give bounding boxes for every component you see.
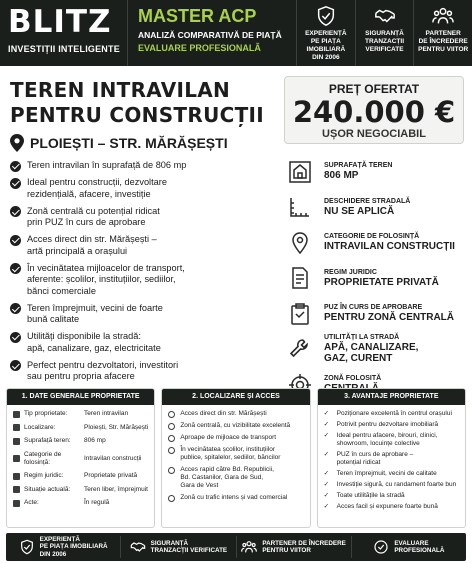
- bullet-item: În vecinătatea mijloacelor de transport, aferente: școlilor, instituțiilor, sediilor, bănci comerciale: [10, 263, 280, 298]
- feature-bullets: [10, 160, 280, 388]
- footer-bar: [6, 533, 466, 561]
- acp-subtitle-2: EVALUARE PROFESIONALĂ: [138, 43, 261, 53]
- check-circle-icon: [10, 178, 21, 189]
- check-circle-icon: [373, 539, 389, 555]
- check-circle-icon: [10, 360, 21, 371]
- bullet-item: Teren împrejmuit, vecini de foarte bună calitate: [10, 303, 280, 326]
- list-item: Zonă cu trafic intens și vad comercial: [168, 494, 303, 502]
- location-icon: [168, 423, 175, 430]
- people-icon: [432, 5, 454, 27]
- brand-logo: BLITZ: [8, 4, 112, 40]
- ruler-icon: [288, 195, 312, 219]
- check-circle-icon: [10, 332, 21, 343]
- price-note: UȘOR NEGOCIABIL: [322, 128, 426, 140]
- handshake-icon: [374, 5, 396, 27]
- price-box: [284, 76, 464, 144]
- bullet-item: Acces direct din str. Mărășești – artă principală a orașului: [10, 234, 280, 257]
- bullet-item: Ideal pentru construcții, dezvoltare rezidențială, afacere, investiție: [10, 177, 280, 200]
- header-feature-text: EXPERIENȚĂ PE PIAȚA IMOBILIARĂ DIN 2006: [305, 30, 347, 61]
- people-icon: [241, 539, 257, 555]
- list-item: ✓ Poziționare excelentă în centrul orașului: [323, 410, 452, 417]
- map-pin-icon: [13, 424, 20, 431]
- shield-check-icon: [19, 539, 35, 555]
- acp-subtitle: ANALIZĂ COMPARATIVĂ DE PIAȚĂ: [138, 30, 282, 40]
- footer-item-partner: PARTENER DE ÎNCREDERE PENTRU VIITOR: [236, 536, 351, 558]
- clipboard-icon: [288, 302, 312, 326]
- footer-item-evaluation: EVALUARE PROFESIONALĂ: [351, 536, 466, 558]
- header-feature-text: SIGURANȚĂ TRANZACȚII VERIFICATE: [365, 30, 404, 53]
- document-icon: [13, 473, 20, 480]
- panel-title: 3. AVANTAJE PROPRIETATE: [318, 389, 465, 405]
- list-item: Acces direct din str. Mărășești: [168, 410, 303, 418]
- category-icon: [13, 455, 20, 462]
- detail-panels: [6, 388, 466, 528]
- check-circle-icon: [10, 263, 21, 274]
- list-item: În vecinătatea școlilor, instituțiilor publice, spitalelor, sediilor, băncilor: [168, 446, 303, 462]
- bus-icon: [168, 435, 175, 442]
- list-item: ✓ Acces facil și expunere foarte bună: [323, 503, 438, 510]
- footer-item-experience: EXPERIENȚĂ PE PIAȚA IMOBILIARĂ DIN 2006: [6, 536, 120, 558]
- header-feature-partner: [413, 0, 472, 66]
- spec-item-frontage: DESCHIDERE STRADALĂ NU SE APLICĂ: [288, 190, 468, 226]
- map-pin-icon: [10, 134, 24, 152]
- bullet-item: Zonă centrală cu potențial ridicat prin PUZ în curs de aprobare: [10, 206, 280, 229]
- spec-item-category: CATEGORIE DE FOLOSINȚĂ INTRAVILAN CONSTRUCȚII: [288, 225, 468, 261]
- spec-list: [288, 154, 468, 403]
- data-row: Categorie de folosință: Intravilan construcții: [13, 451, 148, 467]
- data-row: Regim juridic: Proprietate privată: [13, 472, 148, 480]
- location-icon: [168, 411, 175, 418]
- shield-check-icon: [315, 5, 337, 27]
- listing-title: TEREN INTRAVILAN PENTRU CONSTRUCȚII: [10, 78, 265, 127]
- papers-icon: [13, 500, 20, 507]
- check-circle-icon: [10, 235, 21, 246]
- list-item: ✓ Potrivit pentru dezvoltare imobiliară: [323, 421, 439, 428]
- data-row: Localizare: Ploiești, Str. Mărășești: [13, 424, 148, 432]
- bullet-item: Utilități disponibile la stradă: apă, canalizare, gaz, electricitate: [10, 331, 280, 354]
- home-icon: [13, 411, 20, 418]
- acp-title: MASTER ACP: [138, 6, 257, 26]
- list-item: Aproape de mijloace de transport: [168, 434, 303, 442]
- check-circle-icon: [10, 206, 21, 217]
- check-icon: ✓: [323, 421, 330, 428]
- list-item: ✓ Toate utilitățile la stradă: [323, 492, 405, 499]
- wrench-icon: [288, 337, 312, 361]
- listing-location: [10, 134, 228, 152]
- check-icon: ✓: [323, 470, 330, 477]
- bullet-item: Teren intravilan în suprafață de 806 mp: [10, 160, 280, 172]
- check-icon: ✓: [323, 492, 330, 499]
- area-icon: [13, 438, 20, 445]
- check-circle-icon: [10, 161, 21, 172]
- panel-location-access: [161, 388, 310, 528]
- list-item: Acces rapid către Bd. Republicii, Bd. Castanilor, Gara de Sud, Gara de Vest: [168, 466, 303, 490]
- spec-item-area: SUPRAFAȚĂ TEREN 806 MP: [288, 154, 468, 190]
- header-features: [296, 0, 472, 66]
- plot-area-icon: [288, 160, 312, 184]
- check-icon: ✓: [323, 451, 330, 458]
- data-row: Suprafață teren: 806 mp: [13, 437, 148, 445]
- panel-general-data: [6, 388, 155, 528]
- document-icon: [288, 266, 312, 290]
- location-text: PLOIEȘTI – STR. MĂRĂȘEȘTI: [30, 135, 228, 151]
- spec-item-legal: REGIM JURIDIC PROPRIETATE PRIVATĂ: [288, 261, 468, 297]
- spec-item-zone: ZONĂ FOLOSITĂ: [288, 367, 468, 403]
- list-item: Zonă centrală, cu vizibilitate excelentă: [168, 422, 303, 430]
- check-icon: ✓: [323, 503, 330, 510]
- header-feature-text: PARTENER DE ÎNCREDERE PENTRU VIITOR: [418, 30, 469, 53]
- list-item: ✓ Ideal pentru afacere, birouri, clinici, showroom, locuințe colective: [323, 432, 438, 447]
- road-icon: [168, 467, 175, 474]
- panel-title: 2. LOCALIZARE ȘI ACCES: [162, 389, 309, 405]
- list-item: ✓ Teren împrejmuit, vecini de calitate: [323, 470, 437, 477]
- spec-item-utilities: UTILITĂȚI LA STRADĂ APĂ, CANALIZARE, GAZ, CURENT: [288, 332, 468, 368]
- handshake-icon: [130, 539, 146, 555]
- header-bar: [0, 0, 472, 66]
- list-item: ✓ Investiție sigură, cu randament foarte bun: [323, 481, 457, 488]
- check-circle-icon: [10, 303, 21, 314]
- price-value: 240.000 €: [292, 95, 456, 129]
- price-label: PREȚ OFERTAT: [328, 82, 420, 96]
- data-row: Situație actuală: Teren liber, împrejmuit: [13, 486, 148, 494]
- brand-tagline: INVESTIȚII INTELIGENTE: [8, 44, 120, 54]
- header-feature-experience: [296, 0, 355, 66]
- building-icon: [168, 447, 175, 454]
- acp-block: [128, 0, 296, 66]
- header-feature-safety: [355, 0, 414, 66]
- status-icon: [13, 486, 20, 493]
- data-row: Tip proprietate: Teren intravilan: [13, 410, 148, 418]
- check-icon: ✓: [323, 410, 330, 417]
- map-pin-icon: [288, 231, 312, 255]
- panel-title: 1. DATE GENERALE PROPRIETATE: [7, 389, 154, 405]
- bullet-item: Perfect pentru dezvoltatori, investitori sau pentru propria afacere: [10, 360, 280, 383]
- data-row: Acte: În regulă: [13, 499, 148, 507]
- list-item: ✓ PUZ în curs de aprobare – potențial ridicat: [323, 451, 414, 466]
- brand-block: [0, 0, 128, 66]
- check-icon: ✓: [323, 481, 330, 488]
- traffic-icon: [168, 495, 175, 502]
- footer-item-safety: SIGURANȚĂ TRANZACȚII VERIFICATE: [120, 536, 235, 558]
- check-icon: ✓: [323, 432, 330, 439]
- panel-advantages: [317, 388, 466, 528]
- spec-item-puz: PUZ ÎN CURS DE APROBARE PENTRU ZONĂ CENTRALĂ: [288, 296, 468, 332]
